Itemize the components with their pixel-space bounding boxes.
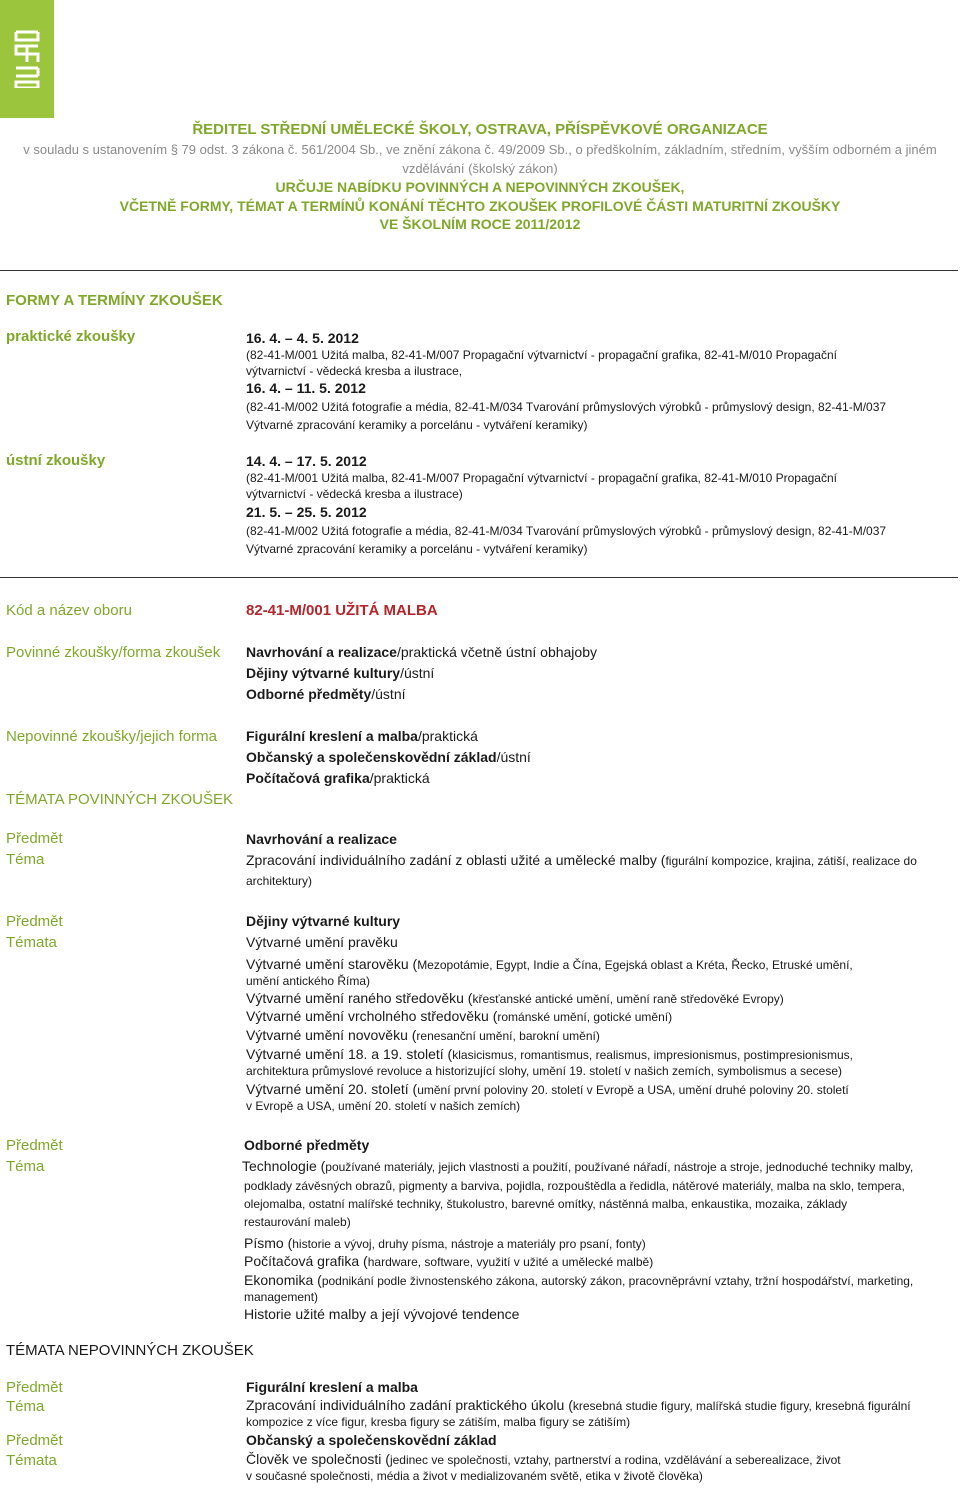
themes-label: Témata	[6, 1452, 57, 1469]
theme-text-cont: v současné společnosti, média a život v medializovaném světě, etika v životě člověka)	[246, 1469, 703, 1483]
header-heading-3: VE ŠKOLNÍM ROCE 2011/2012	[379, 216, 581, 232]
exam-name: Počítačová grafika	[246, 770, 370, 786]
topic-item-cont: restaurování maleb)	[244, 1215, 351, 1229]
subject-name: Figurální kreslení a malba	[246, 1379, 418, 1395]
subject-label: Předmět	[6, 1137, 63, 1154]
practical-label: praktické zkoušky	[6, 328, 136, 345]
topic-item: Výtvarné umění pravěku	[246, 934, 398, 950]
topic-item: Technologie (používané materiály, jejich vlastnosti a použití, používané nářadí, nástroje a stroje, jednoduché techniky malby,	[242, 1158, 914, 1174]
topic-item: Výtvarné umění 20. století (umění první poloviny 20. století v Evropě a USA, umění druhé poloviny 20. století	[246, 1081, 849, 1097]
theme-label: Téma	[6, 851, 45, 868]
subject-name: Občanský a společenskovědní základ	[246, 1432, 497, 1448]
divider	[0, 270, 958, 271]
exam-form: /praktická	[417, 728, 478, 744]
practical-desc-2a: (82-41-M/002 Užitá fotografie a média, 82-41-M/034 Tvarování průmyslových výrobků - průmyslový design, 82-41-M/037	[246, 400, 887, 414]
subject-name: Navrhování a realizace	[246, 831, 397, 847]
oral-label: ústní zkoušky	[6, 452, 106, 469]
exam-form: /ústní	[400, 665, 435, 681]
theme-label: Téma	[6, 1158, 45, 1175]
school-logo	[0, 0, 54, 118]
theme-text: Zpracování individuálního zadání praktického úkolu (kresebná studie figury, malířská studie figury, kresebná figurální	[246, 1397, 911, 1413]
mandatory-exam-2	[246, 665, 434, 681]
exam-name: Dějiny výtvarné kultury	[246, 665, 401, 681]
practical-desc-1a: (82-41-M/001 Užitá malba, 82-41-M/007 Propagační výtvarnictví - propagační grafika, 82-41-M/010 Propagační	[246, 348, 837, 362]
theme-label: Téma	[6, 1398, 45, 1415]
exam-name: Občanský a společenskovědní základ	[246, 749, 497, 765]
mandatory-exam-3	[246, 686, 406, 702]
umso-logo-icon	[12, 30, 42, 88]
subject-label: Předmět	[6, 830, 63, 847]
topic-item: Výtvarné umění vrcholného středověku (románské umění, gotické umění)	[246, 1008, 673, 1024]
theme-text: Zpracování individuálního zadání z oblasti užité a umělecké malby (figurální kompozice, krajina, zátiší, realizace do	[246, 852, 917, 868]
oral-desc-2b: Výtvarné zpracování keramiky a porcelánu - vytváření keramiky)	[246, 542, 588, 556]
section-title-mandatory-topics: TÉMATA POVINNÝCH ZKOUŠEK	[6, 791, 233, 808]
exam-form: /ústní	[371, 686, 406, 702]
header-legal-line-2: vzdělávání (školský zákon)	[402, 161, 558, 176]
theme-text-cont: kompozice z více figur, kresba figury se zátiším, malba figury se zátiším)	[246, 1415, 631, 1429]
field-code-label: Kód a název oboru	[6, 602, 132, 619]
topic-item-cont: management)	[244, 1290, 319, 1304]
exam-name: Odborné předměty	[246, 686, 372, 702]
optional-label: Nepovinné zkoušky/jejich forma	[6, 728, 217, 745]
optional-exam-2	[246, 749, 531, 765]
exam-form: /ústní	[496, 749, 531, 765]
topic-item-cont: podklady závěsných obrazů, pigmenty a barviva, pojidla, rozpouštědla a ředidla, nátěrové materiály, malba na sklo, tempera,	[244, 1179, 905, 1193]
subject-label: Předmět	[6, 913, 63, 930]
topic-item-cont: olejomalba, ostatní malířské techniky, štukolustro, barevné omítky, nástěnná malba, enkaustika, mozaika, základy	[244, 1197, 848, 1211]
exam-form: /praktická	[369, 770, 430, 786]
optional-exam-3	[246, 770, 430, 786]
topic-item: Výtvarné umění novověku (renesanční umění, barokní umění)	[246, 1027, 600, 1043]
topic-item: Počítačová grafika (hardware, software, využití v užité a umělecké malbě)	[244, 1253, 654, 1269]
practical-date-2: 16. 4. – 11. 5. 2012	[246, 380, 366, 396]
exam-name: Navrhování a realizace	[246, 644, 397, 660]
practical-date-1: 16. 4. – 4. 5. 2012	[246, 330, 359, 346]
topic-item: Ekonomika (podnikání podle živnostenského zákona, autorský zákon, pracovněprávní vztahy, tržní hospodářství, marketing,	[244, 1272, 914, 1288]
oral-date-2: 21. 5. – 25. 5. 2012	[246, 504, 367, 520]
topic-item: Výtvarné umění 18. a 19. století (klasicismus, romantismus, realismus, impresionismus, postimpresionismus,	[246, 1046, 854, 1062]
theme-text-cont: architektury)	[246, 874, 313, 888]
oral-desc-1a: (82-41-M/001 Užitá malba, 82-41-M/007 Propagační výtvarnictví - propagační grafika, 82-41-M/010 Propagační	[246, 471, 837, 485]
oral-desc-2a: (82-41-M/002 Užitá fotografie a média, 82-41-M/034 Tvarování průmyslových výrobků - průmyslový design, 82-41-M/037	[246, 524, 887, 538]
topic-item: Výtvarné umění raného středověku (křesťanské antické umění, umění raně středověké Evropy)	[246, 990, 784, 1006]
section-title-forms: FORMY A TERMÍNY ZKOUŠEK	[6, 292, 223, 309]
exam-form: /praktická včetně ústní obhajoby	[396, 644, 597, 660]
subject-label: Předmět	[6, 1379, 63, 1396]
theme-text: Člověk ve společnosti (jedinec ve společnosti, vztahy, partnerství a rodina, vzdělávání a seberealizace, život	[246, 1451, 841, 1467]
subject-name: Dějiny výtvarné kultury	[246, 913, 401, 929]
mandatory-label: Povinné zkoušky/forma zkoušek	[6, 644, 221, 661]
mandatory-exam-1	[246, 644, 597, 660]
section-title-optional-topics: TÉMATA NEPOVINNÝCH ZKOUŠEK	[6, 1342, 254, 1359]
exam-name: Figurální kreslení a malba	[246, 728, 418, 744]
topic-item: Písmo (historie a vývoj, druhy písma, nástroje a materiály pro psaní, fonty)	[244, 1235, 646, 1251]
topic-item-cont: architektura průmyslové revoluce a historizující slohy, umění 19. století v našich zemích, symbolismus a secese)	[246, 1064, 843, 1078]
header-heading-2: VČETNĚ FORMY, TÉMAT A TERMÍNŮ KONÁNÍ TĚCHTO ZKOUŠEK PROFILOVÉ ČÁSTI MATURITNÍ ZKOUŠKY	[119, 198, 841, 214]
themes-label: Témata	[6, 934, 57, 951]
header-legal-line: v souladu s ustanovením § 79 odst. 3 zákona č. 561/2004 Sb., ve znění zákona č. 49/2009 Sb., o předškolním, základním, středním, vyšším odborném a jiném	[23, 142, 937, 157]
oral-desc-1b: výtvarnictví - vědecká kresba a ilustrace)	[246, 487, 463, 501]
topic-item-cont: v Evropě a USA, umění 20. století v našich zemích)	[246, 1099, 521, 1113]
field-code-value: 82-41-M/001 UŽITÁ MALBA	[246, 602, 438, 619]
topic-item: Výtvarné umění starověku (Mezopotámie, Egypt, Indie a Čína, Egejská oblast a Kréta, Řecko, Etruské umění,	[246, 956, 853, 972]
subject-label: Předmět	[6, 1432, 63, 1449]
topic-item: Historie užité malby a její vývojové tendence	[244, 1306, 520, 1322]
optional-exam-1	[246, 728, 478, 744]
header-title: ŘEDITEL STŘEDNÍ UMĚLECKÉ ŠKOLY, OSTRAVA, PŘÍSPĚVKOVÉ ORGANIZACE	[192, 121, 768, 138]
divider	[0, 577, 958, 578]
oral-date-1: 14. 4. – 17. 5. 2012	[246, 453, 367, 469]
header-heading-1: URČUJE NABÍDKU POVINNÝCH A NEPOVINNÝCH ZKOUŠEK,	[275, 179, 685, 195]
practical-desc-1b: výtvarnictví - vědecká kresba a ilustrace,	[246, 364, 463, 378]
subject-name: Odborné předměty	[244, 1137, 370, 1153]
topic-item-cont: umění antického Říma)	[246, 974, 371, 988]
practical-desc-2b: Výtvarné zpracování keramiky a porcelánu - vytváření keramiky)	[246, 418, 588, 432]
